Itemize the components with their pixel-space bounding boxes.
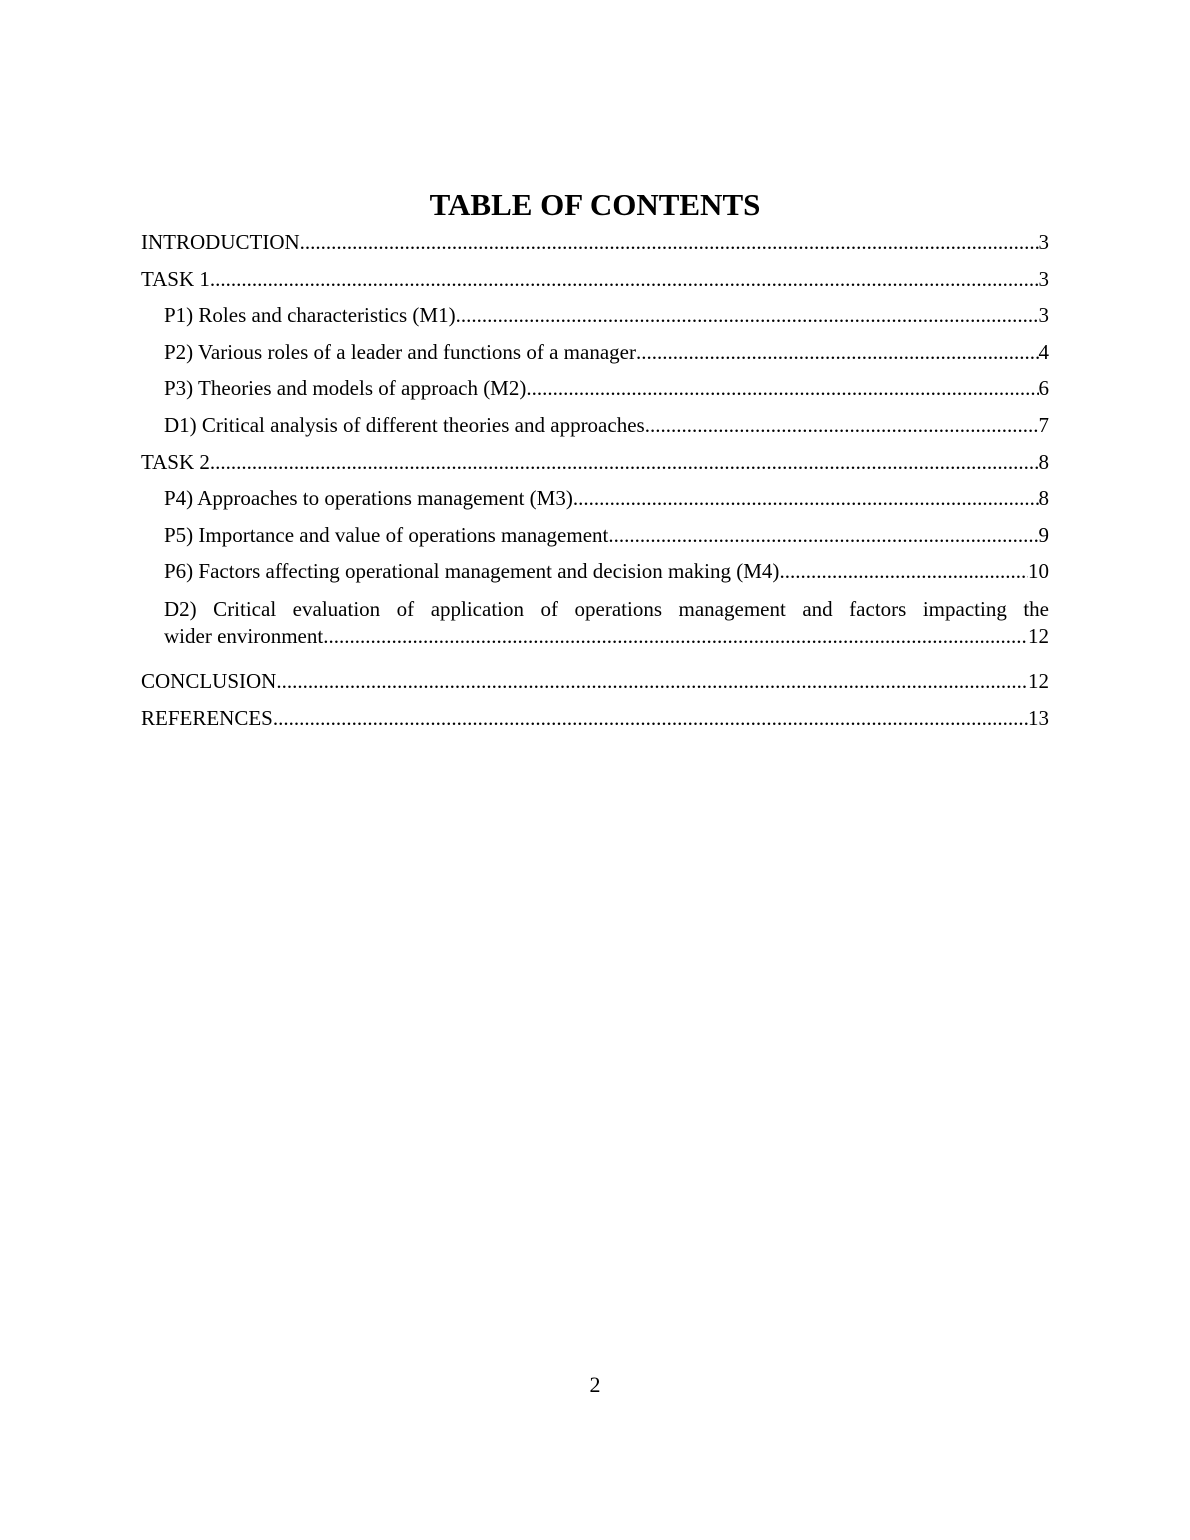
toc-entry-introduction[interactable] bbox=[141, 224, 1049, 261]
toc-entry-label: P3) Theories and models of approach (M2) bbox=[164, 376, 527, 401]
toc-entry-task2[interactable] bbox=[141, 444, 1049, 481]
page-title: TABLE OF CONTENTS bbox=[429, 187, 761, 222]
toc-entry-label: TASK 1 bbox=[141, 266, 210, 291]
page-number: 2 bbox=[589, 1372, 601, 1397]
toc-entry-page: 4 bbox=[1038, 339, 1049, 364]
toc-entry-label: TASK 2 bbox=[141, 449, 210, 474]
dot-leader bbox=[210, 444, 1039, 481]
toc-entry-page: 8 bbox=[1038, 486, 1049, 511]
toc-entry-p6[interactable] bbox=[141, 553, 1049, 590]
toc-entry-label: INTRODUCTION bbox=[141, 230, 300, 254]
toc-entry-task1[interactable] bbox=[141, 261, 1049, 298]
toc-entry-label: P6) Factors affecting operational management and decision making (M4) bbox=[164, 559, 780, 584]
toc-entry-d2[interactable] bbox=[141, 590, 1049, 663]
toc-entry-p4[interactable] bbox=[141, 480, 1049, 517]
toc-entry-p5[interactable] bbox=[141, 517, 1049, 554]
dot-leader bbox=[273, 700, 1028, 737]
dot-leader bbox=[210, 261, 1039, 298]
dot-leader bbox=[645, 407, 1039, 444]
toc-entry-page: 6 bbox=[1038, 376, 1049, 401]
toc-entry-conclusion[interactable] bbox=[141, 663, 1049, 700]
toc-entry-label-line2: wider environment bbox=[164, 623, 324, 648]
toc-entry-label: CONCLUSION bbox=[141, 668, 277, 693]
dot-leader bbox=[636, 334, 1039, 371]
toc-entry-page: 3 bbox=[1038, 230, 1049, 254]
toc-entry-label: D1) Critical analysis of different theories and approaches bbox=[164, 412, 645, 437]
toc-entry-page: 3 bbox=[1038, 266, 1049, 291]
dot-leader bbox=[323, 623, 1028, 650]
toc-entry-page: 3 bbox=[1038, 303, 1049, 328]
toc-entry-label: P2) Various roles of a leader and functions of a manager bbox=[164, 339, 636, 364]
toc-entry-label: P5) Importance and value of operations management bbox=[164, 522, 609, 547]
toc-entry-label: REFERENCES bbox=[141, 705, 273, 730]
toc-entry-page: 12 bbox=[1028, 623, 1049, 648]
toc-entry-page: 13 bbox=[1028, 705, 1049, 730]
toc-entry-p1[interactable] bbox=[141, 297, 1049, 334]
toc-entry-p3[interactable] bbox=[141, 370, 1049, 407]
toc-entry-page: 12 bbox=[1028, 668, 1049, 693]
toc-entry-label-line1: D2) Critical evaluation of application of operations management and factors impacting the bbox=[164, 596, 1049, 621]
toc-entry-page: 7 bbox=[1038, 412, 1049, 437]
dot-leader bbox=[779, 553, 1028, 590]
toc-entry-p2[interactable] bbox=[141, 334, 1049, 371]
dot-leader bbox=[573, 480, 1039, 517]
dot-leader bbox=[526, 370, 1038, 407]
toc-entry-d1[interactable] bbox=[141, 407, 1049, 444]
toc-entry-label: P1) Roles and characteristics (M1) bbox=[164, 303, 456, 328]
table-of-contents bbox=[141, 224, 1049, 736]
dot-leader bbox=[608, 517, 1038, 554]
dot-leader bbox=[456, 297, 1039, 334]
toc-entry-page: 8 bbox=[1038, 449, 1049, 474]
toc-entry-references[interactable] bbox=[141, 700, 1049, 737]
dot-leader bbox=[276, 663, 1028, 700]
toc-entry-label: P4) Approaches to operations management (M3) bbox=[164, 486, 573, 511]
dot-leader bbox=[300, 224, 1039, 261]
toc-entry-page: 10 bbox=[1028, 559, 1049, 584]
toc-entry-page: 9 bbox=[1038, 522, 1049, 547]
